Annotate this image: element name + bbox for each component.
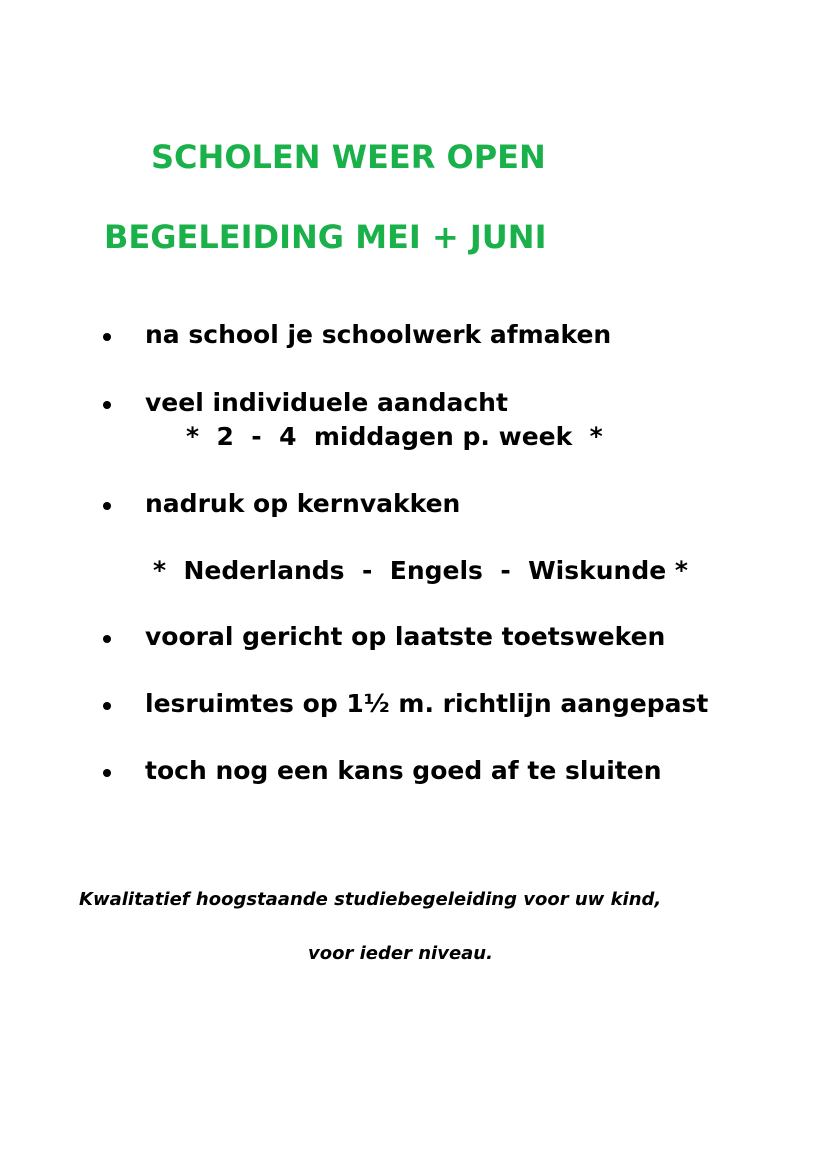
bullet-item-6: toch nog een kans goed af te sluiten — [145, 756, 662, 785]
bullet-item-2: veel individuele aandacht — [145, 388, 508, 417]
bullet-item-5: lesruimtes op 1½ m. richtlijn aangepast — [145, 689, 709, 718]
bullet-item-1: na school je schoolwerk afmaken — [145, 320, 612, 349]
bullet-icon — [101, 633, 113, 645]
title-line-2: BEGELEIDING MEI + JUNI — [104, 218, 547, 256]
bullet-item-2-detail: * 2 - 4 middagen p. week * — [186, 422, 603, 451]
bullet-item-3-detail: * Nederlands - Engels - Wiskunde * — [153, 556, 688, 585]
footer-line-2: voor ieder niveau. — [308, 943, 493, 964]
bullet-icon — [101, 500, 113, 512]
footer-line-1: Kwalitatief hoogstaande studiebegeleiding voor uw kind, — [79, 889, 662, 910]
bullet-item-3: nadruk op kernvakken — [145, 489, 461, 518]
bullet-icon — [101, 399, 113, 411]
bullet-icon — [101, 767, 113, 779]
bullet-icon — [101, 700, 113, 712]
bullet-icon — [101, 331, 113, 343]
bullet-item-4: vooral gericht op laatste toetsweken — [145, 622, 666, 651]
title-line-1: SCHOLEN WEER OPEN — [151, 138, 546, 176]
